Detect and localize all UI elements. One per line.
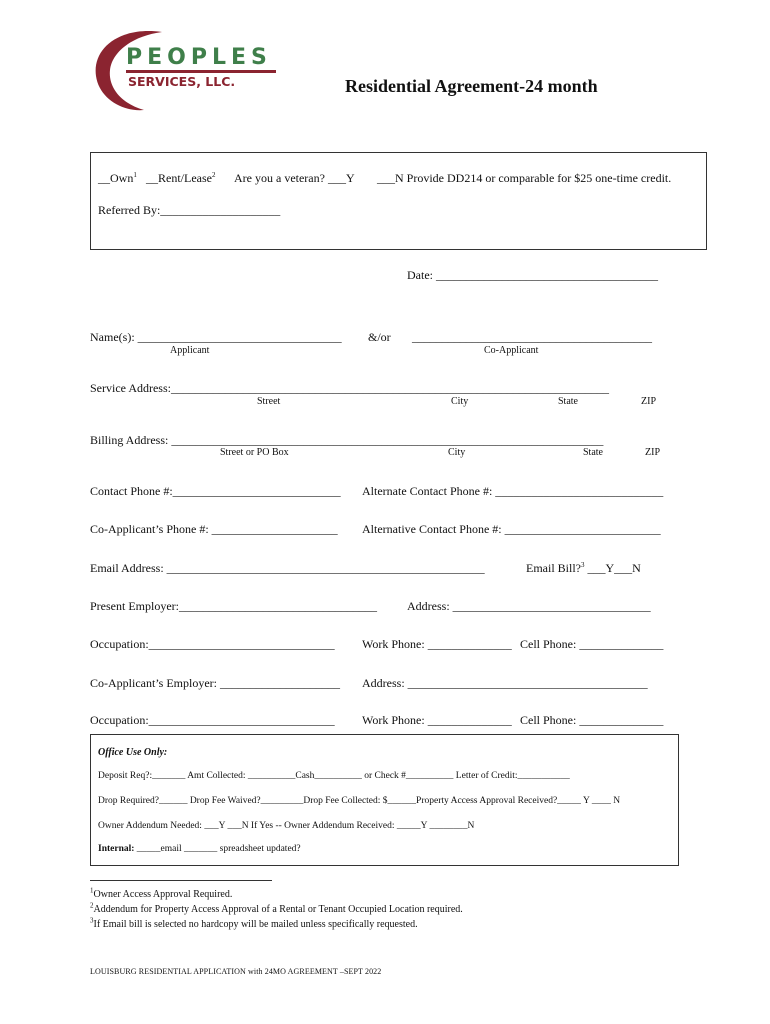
veteran-no[interactable]: ___N Provide DD214 or comparable for $25 one-time credit. — [377, 171, 672, 185]
coapplicant-work-phone-field[interactable]: Work Phone: ______________ — [362, 713, 512, 727]
billing-street-caption: Street or PO Box — [220, 447, 289, 458]
coapplicant-employer-field[interactable]: Co-Applicant’s Employer: ____________________ — [90, 676, 340, 690]
veteran-yes[interactable]: Are you a veteran? ___Y — [234, 171, 355, 185]
billing-state-caption: State — [583, 447, 603, 458]
applicant-name-field[interactable]: Name(s): __________________________________ — [90, 330, 342, 344]
coapplicant-caption: Co-Applicant — [484, 345, 539, 356]
coapplicant-name-field[interactable]: ________________________________________ — [412, 330, 652, 344]
date-field[interactable]: Date: _____________________________________ — [407, 268, 658, 282]
page-footer: LOUISBURG RESIDENTIAL APPLICATION with 24MO AGREEMENT –SEPT 2022 — [90, 967, 382, 976]
email-address-field[interactable]: Email Address: _____________________________________________________ — [90, 561, 485, 575]
coapplicant-occupation-field[interactable]: Occupation:_______________________________ — [90, 713, 335, 727]
referred-by-field[interactable]: Referred By:____________________ — [98, 203, 281, 217]
own-option[interactable]: __Own$^1$ — [98, 171, 137, 185]
billing-zip-caption: ZIP — [645, 447, 660, 458]
page-title: Residential Agreement-24 month — [345, 76, 598, 96]
contact-phone-field[interactable]: Contact Phone #:____________________________ — [90, 484, 341, 498]
occupation-field[interactable]: Occupation:_______________________________ — [90, 637, 335, 651]
logo-text-services: SERVICES, LLC. — [128, 74, 236, 89]
employer-address-field[interactable]: Address: _________________________________ — [407, 599, 651, 613]
alternate-contact-phone-field[interactable]: Alternate Contact Phone #: ____________________________ — [362, 484, 664, 498]
service-zip-caption: ZIP — [641, 396, 656, 407]
email-bill-option[interactable]: Email Bill?$^3$ ___Y___N — [526, 561, 641, 575]
service-street-caption: Street — [257, 396, 281, 407]
footnote-3: $^3$If Email bill is selected no hardcopy will be mailed unless specifically requested. — [90, 916, 418, 930]
internal-row[interactable]: Internal: _____email _______ spreadsheet updated? — [98, 844, 301, 854]
applicant-caption: Applicant — [170, 345, 210, 356]
coapplicant-address-field[interactable]: Address: ________________________________________ — [362, 676, 648, 690]
cell-phone-field[interactable]: Cell Phone: ______________ — [520, 637, 664, 651]
footnote-2: $^2$Addendum for Property Access Approval of a Rental or Tenant Occupied Location required. — [90, 901, 463, 915]
work-phone-field[interactable]: Work Phone: ______________ — [362, 637, 512, 651]
coapplicant-phone-field[interactable]: Co-Applicant’s Phone #: _____________________ — [90, 522, 338, 536]
ownership-box — [90, 152, 707, 250]
drop-row[interactable]: Drop Required?______ Drop Fee Waived?_________Drop Fee Collected: $______Property Access Approval Received?_____ Y ____ N — [98, 796, 621, 806]
billing-city-caption: City — [448, 447, 466, 458]
coapplicant-cell-phone-field[interactable]: Cell Phone: ______________ — [520, 713, 664, 727]
service-address-field[interactable]: Service Address:_________________________________________________________________________ — [90, 381, 609, 395]
company-logo — [92, 26, 282, 121]
present-employer-field[interactable]: Present Employer:_________________________________ — [90, 599, 377, 613]
alternative-contact-phone-field[interactable]: Alternative Contact Phone #: __________________________ — [362, 522, 661, 536]
billing-address-field[interactable]: Billing Address: ________________________________________________________________________ — [90, 433, 604, 447]
and-or-label: &/or — [368, 330, 391, 344]
service-city-caption: City — [451, 396, 469, 407]
deposit-row[interactable]: Deposit Req?:_______ Amt Collected: __________Cash__________ or Check #__________ Letter of Credit:___________ — [98, 771, 570, 781]
footnote-divider — [90, 880, 272, 881]
rent-option[interactable]: __Rent/Lease$^2$ — [146, 171, 216, 185]
footnote-1: $^1$Owner Access Approval Required. — [90, 886, 233, 900]
service-state-caption: State — [558, 396, 578, 407]
office-use-heading: Office Use Only: — [98, 747, 168, 758]
logo-text-peoples: PEOPLES — [126, 45, 272, 70]
owner-addendum-row[interactable]: Owner Addendum Needed: ___Y ___N If Yes -- Owner Addendum Received: _____Y ________N — [98, 821, 475, 831]
